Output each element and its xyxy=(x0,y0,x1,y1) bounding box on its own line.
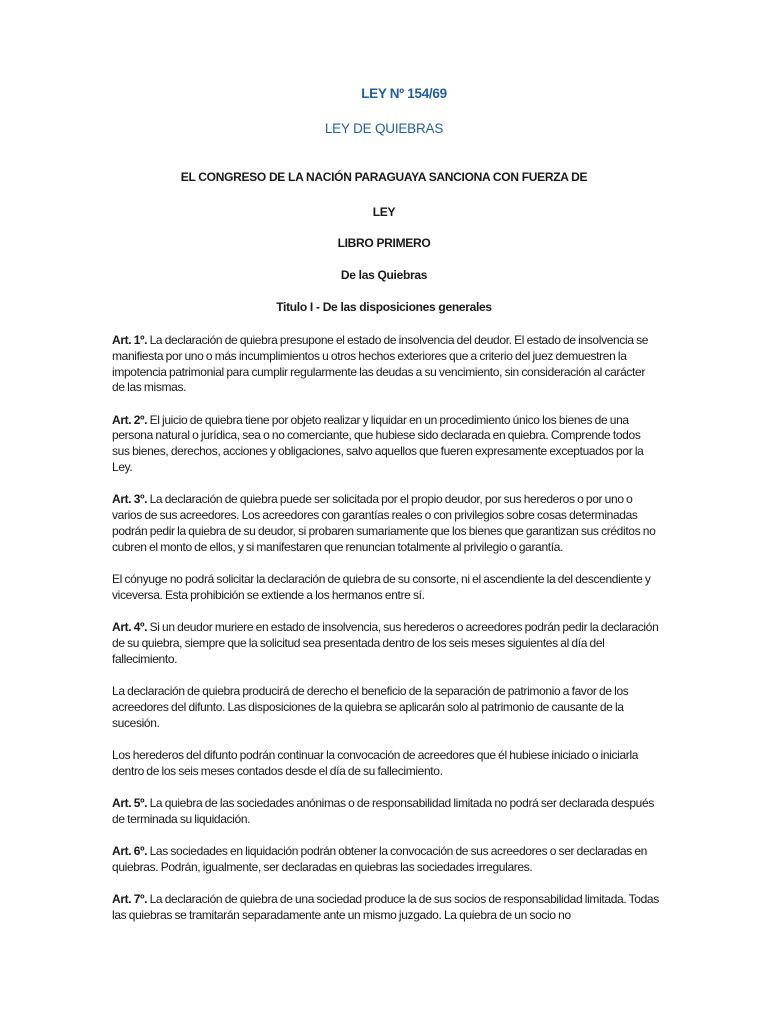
paragraph xyxy=(112,844,660,876)
paragraph xyxy=(112,413,660,476)
book-heading: LIBRO PRIMERO xyxy=(337,236,431,250)
section-heading: De las Quiebras xyxy=(340,268,428,282)
article-label: Art. 7º. xyxy=(112,892,148,907)
article-text: Los herederos del difunto podrán continuar la convocación de acreedores que él hubiese iniciado o iniciarla dentro de los seis meses contados desde el día de su fallecimiento. xyxy=(112,747,639,778)
article-text: La declaración de quiebra de una sociedad produce la de sus socios de responsabilidad limitada. Todas las quiebras se tramitarán separadamente ante un mismo juzgado. La quiebra de un socio no xyxy=(112,892,659,923)
article-text: La declaración de quiebra puede ser solicitada por el propio deudor, por sus herederos o por uno o varios de sus acreedores. Los acreedores con garantías reales o con privilegios sobre cosas determinadas podrán pedir la quiebra de su deudor, si probaren sumariamente que los bienes que garantizan sus créditos no cubren el monto de ellos, y si manifestaren que renuncian totalmente al privilegio o garantía. xyxy=(112,492,656,554)
article-text: La declaración de quiebra producirá de derecho el beneficio de la separación de patrimonio a favor de los acreedores del difunto. Las disposiciones de la quiebra se aplicarán solo al patrimonio de causante de la sucesión. xyxy=(112,684,629,730)
article-text: Si un deudor muriere en estado de insolvencia, sus herederos o acreedores podrán pedir la declaración de su quiebra, siempre que la solicitud sea presentada dentro de los seis meses siguientes al día del fallecimiento. xyxy=(112,620,659,666)
paragraph xyxy=(112,572,660,604)
article-text: Las sociedades en liquidación podrán obtener la convocación de sus acreedores o ser declaradas en quiebras. Podrán, igualmente, ser declaradas en quiebras las sociedades irregulares. xyxy=(112,844,647,874)
congress-line: EL CONGRESO DE LA NACIÓN PARAGUAYA SANCIONA CON FUERZA DE xyxy=(180,170,588,184)
paragraph xyxy=(112,333,660,396)
article-text: La declaración de quiebra presupone el estado de insolvencia del deudor. El estado de insolvencia se manifiesta por uno o más incumplimientos u otros hechos exteriores que a criterio del juez demuestren la impotencia patrimonial para cumplir regularmente las deudas a su vencimiento, sin consideración al carácter de las mismas. xyxy=(112,333,649,395)
paragraph xyxy=(112,796,660,828)
article-label: Art. 5º. xyxy=(112,796,148,811)
article-label: Art. 2º. xyxy=(112,412,148,427)
title-heading: Titulo I - De las disposiciones generales xyxy=(276,300,492,314)
paragraph xyxy=(112,620,660,667)
article-label: Art. 1º. xyxy=(112,333,148,347)
paragraph xyxy=(112,748,660,780)
article-label: Art. 6º. xyxy=(112,844,148,859)
ley-heading: LEY xyxy=(372,205,396,219)
document-body xyxy=(112,333,660,940)
article-text: El juicio de quiebra tiene por objeto realizar y liquidar en un procedimiento único los bienes de una persona natural o jurídica, sea o no comerciante, que hubiese sido declarada en quiebra. Comprende todos sus bienes, derechos, acciones y obligaciones, salvo aquellos que fueren expresamente exceptuados por la Ley. xyxy=(112,412,644,475)
paragraph xyxy=(112,492,660,555)
article-text: La quiebra de las sociedades anónimas o de responsabilidad limitada no podrá ser declarada después de terminada su liquidación. xyxy=(112,796,654,826)
paragraph xyxy=(112,684,660,731)
article-text: El cónyuge no podrá solicitar la declaración de quiebra de su consorte, ni el ascendiente la del descendiente y viceversa. Esta prohibición se extiende a los hermanos entre sí. xyxy=(112,572,651,602)
article-label: Art. 3º. xyxy=(112,492,148,507)
law-number: LEY Nº 154/69 xyxy=(361,86,447,101)
law-title: LEY DE QUIEBRAS xyxy=(324,121,444,136)
article-label: Art. 4º. xyxy=(112,620,148,635)
paragraph xyxy=(112,892,660,924)
